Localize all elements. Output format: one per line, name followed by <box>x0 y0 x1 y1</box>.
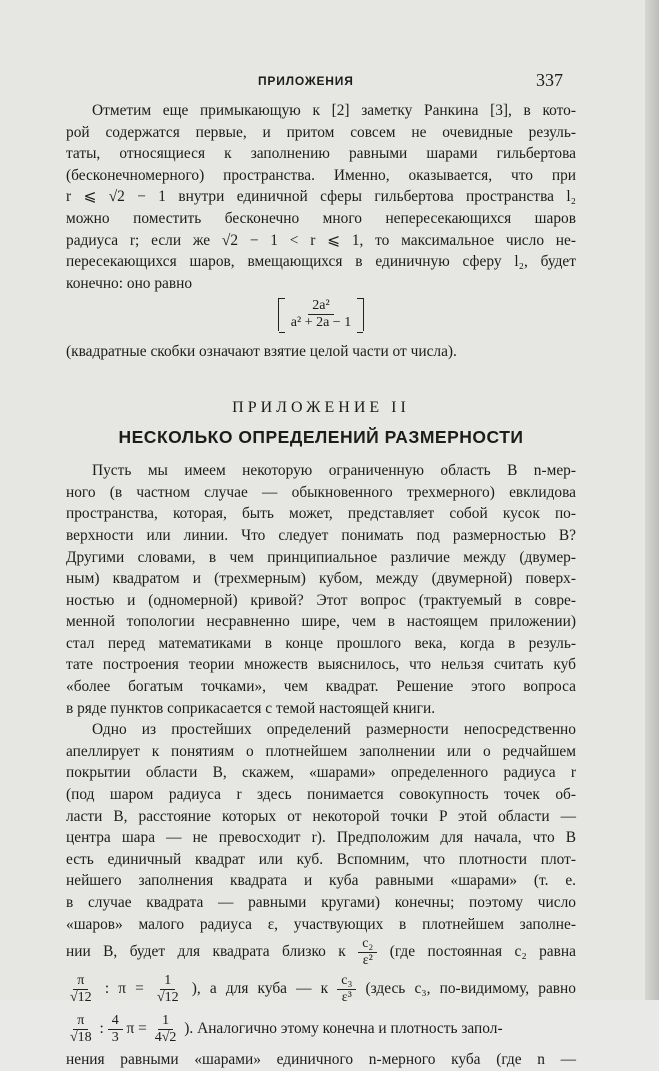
fraction-numerator: 1 <box>158 1013 173 1030</box>
paragraph-dimension-definition <box>66 719 576 1071</box>
text-line: r ⩽ √2 − 1 внутри единичной сферы гильбертова пространства l₂ <box>66 188 576 206</box>
fraction-denominator: √12 <box>156 990 179 1006</box>
text-line: таты, относящиеся к заполнению равными шарами гильбертова <box>66 145 576 163</box>
text-line: (под шаром радиуса r здесь понимается совокупность точек об- <box>66 786 576 804</box>
text-line: «более богатым точками», чем квадрат. Решение этого вопроса <box>66 678 576 696</box>
math-text: нии B, будет для квадрата близко к <box>66 943 346 961</box>
fraction-numerator: c₃ <box>337 973 356 990</box>
text-line: Отметим еще примыкающую к [2] заметку Ранкина [3], в кото- <box>92 102 576 119</box>
appendix-title: НЕСКОЛЬКО ОПРЕДЕЛЕНИЙ РАЗМЕРНОСТИ <box>118 426 524 447</box>
math-text: ). Аналогично этому конечна и плотность запол- <box>184 1020 503 1038</box>
text-line: стал перед математиками в конце прошлого века, когда в резуль- <box>66 634 576 652</box>
math-text: (здесь c₃, по-видимому, равно <box>365 980 576 998</box>
fraction-denominator: a² + 2a − 1 <box>290 315 352 331</box>
fraction-denominator: ε² <box>362 953 373 969</box>
text-line: ласти B, расстояние которых от некоторой точки P этой области — <box>66 807 576 825</box>
text-line: покрытии области B, скажем, «шарами» определенного радиуса r <box>66 764 576 782</box>
text-line: Одно из простейших определений размерности непосредственно <box>92 721 576 739</box>
text-line: ным) квадратом и (трехмерным) кубом, между (двумерной) поверх- <box>66 570 576 588</box>
math-line <box>66 969 576 1009</box>
text-line: в ряде пунктов соприкасается с темой настоящей книги. <box>66 699 436 717</box>
fraction-c3 <box>337 973 356 1006</box>
appendix-label: ПРИЛОЖЕНИЕ II <box>232 398 410 416</box>
math-text: : <box>99 1020 104 1038</box>
text-line: менной топологии несравненно шире, чем в настоящем приложении) <box>66 613 576 631</box>
fraction-numerator: π <box>73 973 88 990</box>
text-line: центра шара — не превосходит r). Предположим для начала, что B <box>66 829 576 847</box>
text-line: тате построения теории множеств выяснилось, что нельзя считать куб <box>66 656 576 674</box>
text-line: можно поместить бесконечно много непересекающихся шаров <box>66 209 576 227</box>
math-line <box>66 1009 576 1049</box>
text-line: пространства, которая, быть может, представляет собой кусок по- <box>66 505 576 523</box>
math-text: (где постоянная c₂ равна <box>389 943 576 961</box>
formula-integer-part <box>66 298 576 331</box>
fraction-pi-root12 <box>66 973 96 1006</box>
math-text: π = <box>126 1020 147 1038</box>
fraction-c2 <box>358 936 377 969</box>
text-line: апеллирует к понятиям о плотнейшем заполнении или о редчайшем <box>66 742 576 760</box>
fraction-numerator: 1 <box>160 973 175 990</box>
paragraph-rankin <box>66 100 576 294</box>
text-line: конечно: оно равно <box>66 274 193 292</box>
paragraph-dimension-intro <box>66 460 576 719</box>
text-line: ностью и (одномерной) кривой? Этот вопрос (трактуемый в совре- <box>66 591 576 609</box>
fraction-denominator: ε³ <box>341 990 352 1006</box>
text-line: есть единичный квадрат или куб. Вспомним, что плотности плот- <box>66 850 576 868</box>
text-line: нения равными «шарами» единичного n-мерного куба (где n — <box>66 1051 576 1069</box>
fraction-pi-root18 <box>66 1013 96 1046</box>
fraction-denominator: 3 <box>111 1030 119 1046</box>
text-line: (бесконечномерного) пространства. Именно, оказывается, что при <box>66 166 576 184</box>
text-line: (квадратные скобки означают взятие целой части от числа). <box>66 343 457 361</box>
text-line: верхности или линии. Что следует понимать под размерностью B? <box>66 526 576 544</box>
math-text: ), а для куба — к <box>191 980 329 998</box>
text-line: рой содержатся первые, и притом совсем не очевидные резуль- <box>66 123 576 141</box>
fraction-numerator: 2a² <box>308 298 333 315</box>
fraction-numerator: c₂ <box>358 936 377 953</box>
text-line: Другими словами, в чем принципиальное различие между (двумер- <box>66 548 576 566</box>
page-number: 337 <box>536 70 563 90</box>
fraction-one-4root2 <box>151 1013 181 1046</box>
text-line: пересекающихся шаров, вмещающихся в единичную сферу l₂, будет <box>66 253 576 271</box>
page-edge-shadow <box>645 0 659 1000</box>
fraction <box>287 298 355 331</box>
fraction-numerator: π <box>73 1013 88 1030</box>
fraction-denominator: √18 <box>70 1030 92 1046</box>
text-line: «шаров» малого радиуса ε, участвующих в плотнейшем заполне- <box>66 915 576 933</box>
fraction-four-thirds <box>108 1013 123 1046</box>
text-line: Пусть мы имеем некоторую ограниченную область B n-мер- <box>92 462 576 480</box>
floor-bracket <box>278 298 364 331</box>
fraction-denominator: √12 <box>70 990 92 1006</box>
fraction-one-root12 <box>153 973 183 1006</box>
page-body <box>66 100 576 1071</box>
text-line: в случае квадрата — равными кругами) конечны; поэтому число <box>66 894 576 911</box>
fraction-numerator: 4 <box>108 1013 123 1030</box>
text-line: ного (в частном случае — обыкновенного трехмерного) евклидова <box>66 483 576 501</box>
math-line <box>66 935 576 969</box>
text-line: радиуса r; если же √2 − 1 < r ⩽ 1, то максимальное число не- <box>66 231 576 249</box>
math-text: : π = <box>104 980 144 998</box>
header-title: ПРИЛОЖЕНИЯ <box>258 74 354 88</box>
fraction-denominator: 4√2 <box>154 1030 177 1046</box>
text-line: нейшего заполнения квадрата и куба равными «шарами» (т. е. <box>66 872 576 890</box>
